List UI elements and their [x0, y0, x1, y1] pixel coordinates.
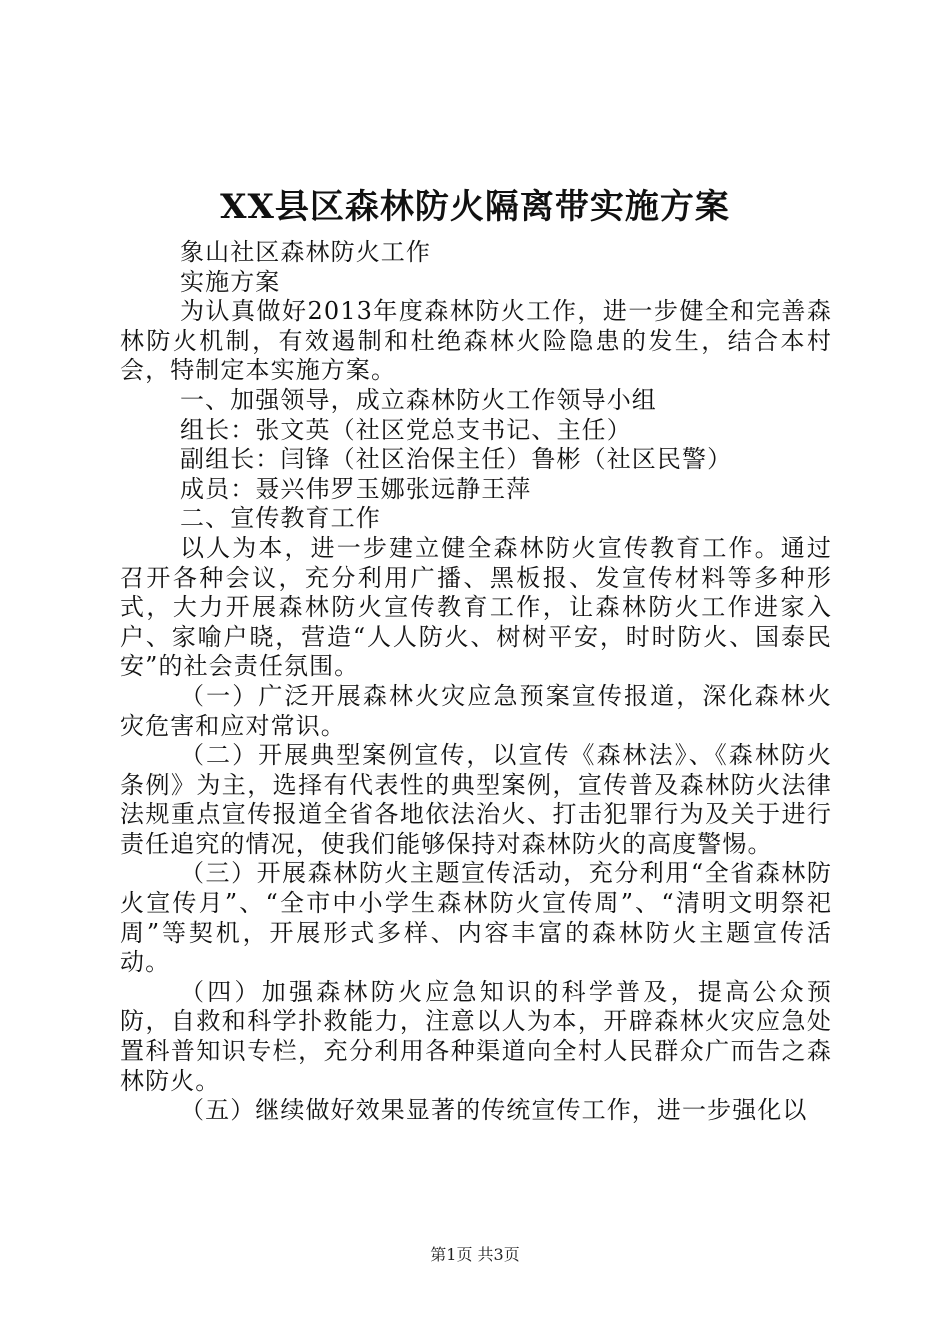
paragraph-intro: 为认真做好2013年度森林防火工作，进一步健全和完善森林防火机制，有效遏制和杜绝森林火险隐患的发生，结合本村会，特制定本实施方案。: [120, 297, 832, 385]
section-heading-leadership: 一、加强领导，成立森林防火工作领导小组: [180, 385, 657, 414]
paragraph-plan-heading: 实施方案: [180, 267, 281, 296]
paragraph-team-leader: 组长：张文英（社区党总支书记、主任）: [180, 415, 632, 444]
paragraph-item-1: （一）广泛开展森林火灾应急预案宣传报道，深化森林火灾危害和应对常识。: [120, 681, 832, 740]
paragraph-deputy-leader: 副组长：闫锋（社区治保主任）鲁彬（社区民警）: [180, 445, 733, 474]
paragraph-education-overview: 以人为本，进一步建立健全森林防火宣传教育工作。通过召开各种会议，充分利用广播、黑板报、发宣传材料等多种形式，大力开展森林防火宣传教育工作，让森林防火工作进家入户、家喻户晓，营造“人人防火、树树平安，时时防火、国泰民安”的社会责任氛围。: [120, 533, 832, 681]
paragraph-community-heading: 象山社区森林防火工作: [180, 238, 431, 266]
page-footer: 第1页 共3页: [430, 1245, 520, 1264]
paragraph-item-4: （四）加强森林防火应急知识的科学普及，提高公众预防，自救和科学扑救能力，注意以人为本，开辟森林火灾应急处置科普知识专栏，充分利用各种渠道向全村人民群众广而告之森林防火。: [120, 977, 832, 1095]
document-body: [120, 238, 832, 1126]
paragraph-item-3: （三）开展森林防火主题宣传活动，充分利用“全省森林防火宣传月”、“全市中小学生森林防火宣传周”、“清明文明祭祀周”等契机，开展形式多样、内容丰富的森林防火主题宣传活动。: [120, 859, 832, 977]
section-heading-education: 二、宣传教育工作: [180, 504, 381, 533]
paragraph-members: 成员：聂兴伟罗玉娜张远静王萍: [180, 474, 532, 503]
paragraph-item-2: （二）开展典型案例宣传，以宣传《森林法》、《森林防火条例》为主，选择有代表性的典型案例，宣传普及森林防火法律法规重点宣传报道全省各地依法治火、打击犯罪行为及关于进行责任追究的情况，使我们能够保持对森林防火的高度警惕。: [120, 741, 832, 858]
document-title: XX县区森林防火隔离带实施方案: [220, 187, 730, 227]
paragraph-item-5: （五）继续做好效果显著的传统宣传工作，进一步强化以: [180, 1096, 808, 1125]
